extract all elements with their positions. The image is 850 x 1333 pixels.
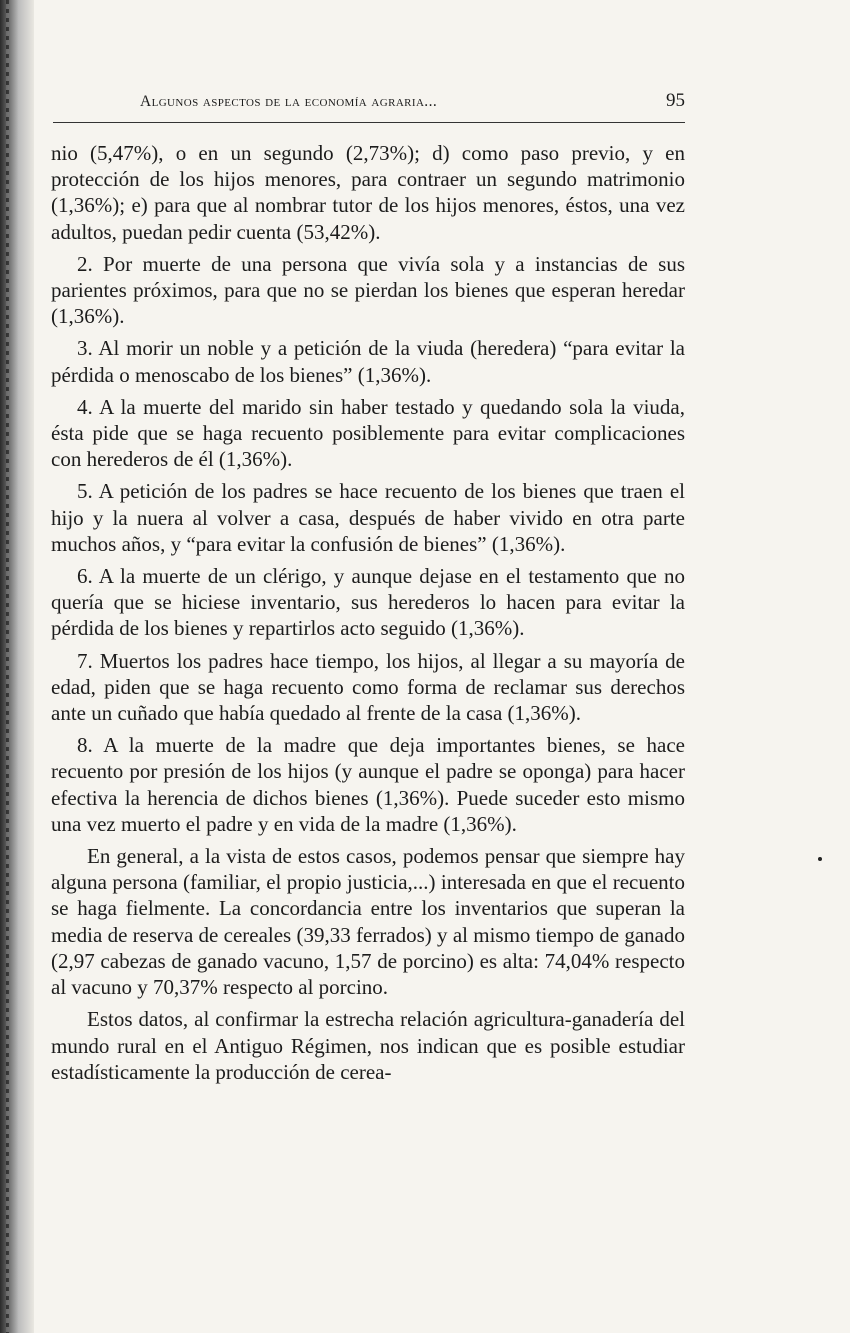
list-item-3: 3. Al morir un noble y a petición de la viuda (heredera) “para evitar la pérdida o menoscabo de los bienes” (1,36%).: [51, 336, 685, 387]
list-item-5: 5. A petición de los padres se hace recuento de los bienes que traen el hijo y la nuera al volver a casa, después de haber vivido en otra parte muchos años, y “para evitar la confusión de bienes” (1,36%).: [51, 479, 685, 556]
scan-speck: [818, 857, 822, 861]
header-rule: [53, 122, 685, 123]
paragraph-conclusion: Estos datos, al confirmar la estrecha relación agricultura-ganadería del mundo rural en el Antiguo Régimen, nos indican que es posible estudiar estadísticamente la producción de cerea-: [51, 1007, 685, 1084]
paragraph-continuation: nio (5,47%), o en un segundo (2,73%); d) como paso previo, y en protección de los hijos menores, para contraer un segundo matrimonio (1,36%); e) para que al nombrar tutor de los hijos menores, éstos, una vez adultos, puedan pedir cuenta (53,42%).: [51, 141, 685, 244]
running-header: [140, 90, 685, 112]
running-title: Algunos aspectos de la economía agraria...: [140, 93, 438, 110]
list-item-7: 7. Muertos los padres hace tiempo, los hijos, al llegar a su mayoría de edad, piden que se haga recuento como forma de reclamar sus derechos ante un cuñado que había quedado al frente de la casa (1,36%).: [51, 648, 685, 726]
page-number: 95: [666, 90, 685, 111]
list-item-2: 2. Por muerte de una persona que vivía sola y a instancias de sus parientes próximos, para que no se pierdan los bienes que esperan heredar (1,36%).: [51, 251, 685, 329]
book-binding-edge: [0, 0, 34, 1333]
list-item-8: 8. A la muerte de la madre que deja importantes bienes, se hace recuento por presión de los hijos (y aunque el padre se oponga) para hacer efectiva la herencia de dichos bienes (1,36%). Puede suceder esto mismo una vez muerto el padre y en vida de la madre (1,36%).: [51, 733, 685, 836]
paragraph-general: En general, a la vista de estos casos, podemos pensar que siempre hay alguna persona (familiar, el propio justicia,...) interesada en que el recuento se haga fielmente. La concordancia entre los inventarios que superan la media de reserva de cereales (39,33 ferrados) y al mismo tiempo de ganado (2,97 cabezas de ganado vacuno, 1,57 de porcino) es alta: 74,04% respecto al vacuno y 70,37% respecto al porcino.: [51, 844, 685, 1000]
list-item-4: 4. A la muerte del marido sin haber testado y quedando sola la viuda, ésta pide que se haga recuento posiblemente para evitar complicaciones con herederos de él (1,36%).: [51, 394, 685, 472]
list-item-6: 6. A la muerte de un clérigo, y aunque dejase en el testamento que no quería que se hiciese inventario, sus herederos lo hacen para evitar la pérdida de los bienes y repartirlos acto seguido (1,36%).: [51, 564, 685, 641]
body-text: [51, 140, 685, 1085]
